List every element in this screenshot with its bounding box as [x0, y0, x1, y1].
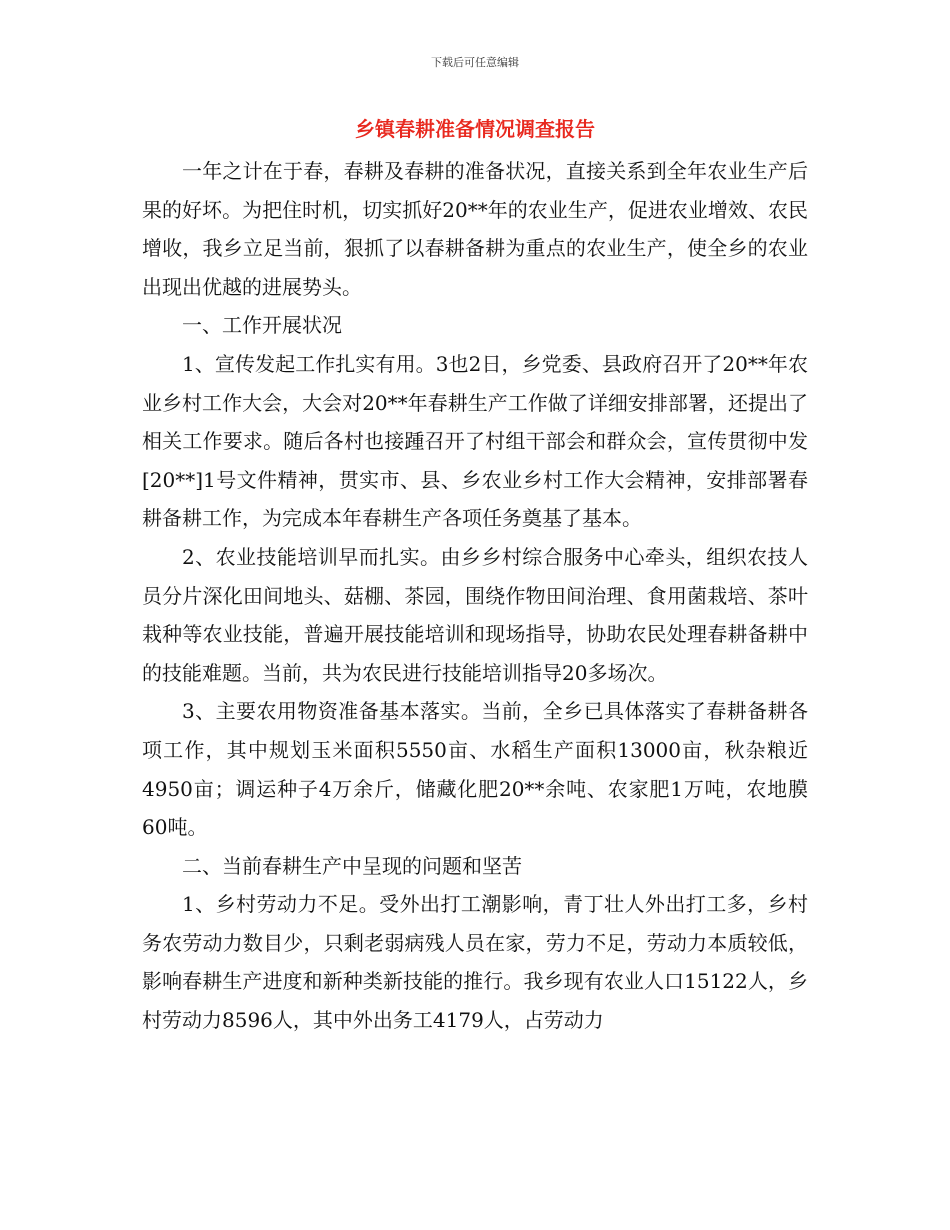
paragraph-item-3-supplies: 3、主要农用物资准备基本落实。当前，全乡已具体落实了春耕备耕各项工作，其中规划玉米面积5550亩、水稻生产面积13000亩，秋杂粮近4950亩；调运种子4万余斤，储藏化肥20**余吨、农家肥1万吨，农地膜60吨。: [142, 699, 808, 840]
section-heading-work-status: 一、工作开展状况: [182, 313, 342, 338]
header-note: 下载后可任意编辑: [431, 56, 519, 69]
document-body: [142, 152, 808, 1040]
paragraph-item-2-training: 2、农业技能培训早而扎实。由乡乡村综合服务中心牵头，组织农技人员分片深化田间地头、菇棚、茶园，围绕作物田间治理、食用菌栽培、茶叶栽种等农业技能，普遍开展技能培训和现场指导，协助农民处理春耕备耕中的技能难题。当前，共为农民进行技能培训指导20多场次。: [142, 544, 808, 685]
paragraph-intro: 一年之计在于春，春耕及春耕的准备状况，直接关系到全年农业生产后果的好坏。为把住时机，切实抓好20**年的农业生产，促进农业增效、农民增收，我乡立足当前，狠抓了以春耕备耕为重点的农业生产，使全乡的农业出现出优越的进展势头。: [142, 159, 808, 299]
paragraph-problem-1-labor: 1、乡村劳动力不足。受外出打工潮影响，青丁壮人外出打工多，乡村务农劳动力数目少，只剩老弱病残人员在家，劳力不足，劳动力本质较低，影响春耕生产进度和新种类新技能的推行。我乡现有农业人口15122人，乡村劳动力8596人，其中外出务工4179人，占劳动力: [142, 892, 808, 1033]
paragraph-item-1-publicity: 1、宣传发起工作扎实有用。3也2日，乡党委、县政府召开了20**年农业乡村工作大会，大会对20**年春耕生产工作做了详细安排部署，还提出了相关工作要求。随后各村也接踵召开了村组干部会和群众会，宣传贯彻中发[20**]1号文件精神，贯实市、县、乡农业乡村工作大会精神，安排部署春耕备耕工作，为完成本年春耕生产各项任务奠基了基本。: [142, 351, 808, 531]
document-title: 乡镇春耕准备情况调查报告: [355, 117, 595, 141]
section-heading-problems: 二、当前春耕生产中呈现的问题和坚苦: [182, 853, 522, 878]
